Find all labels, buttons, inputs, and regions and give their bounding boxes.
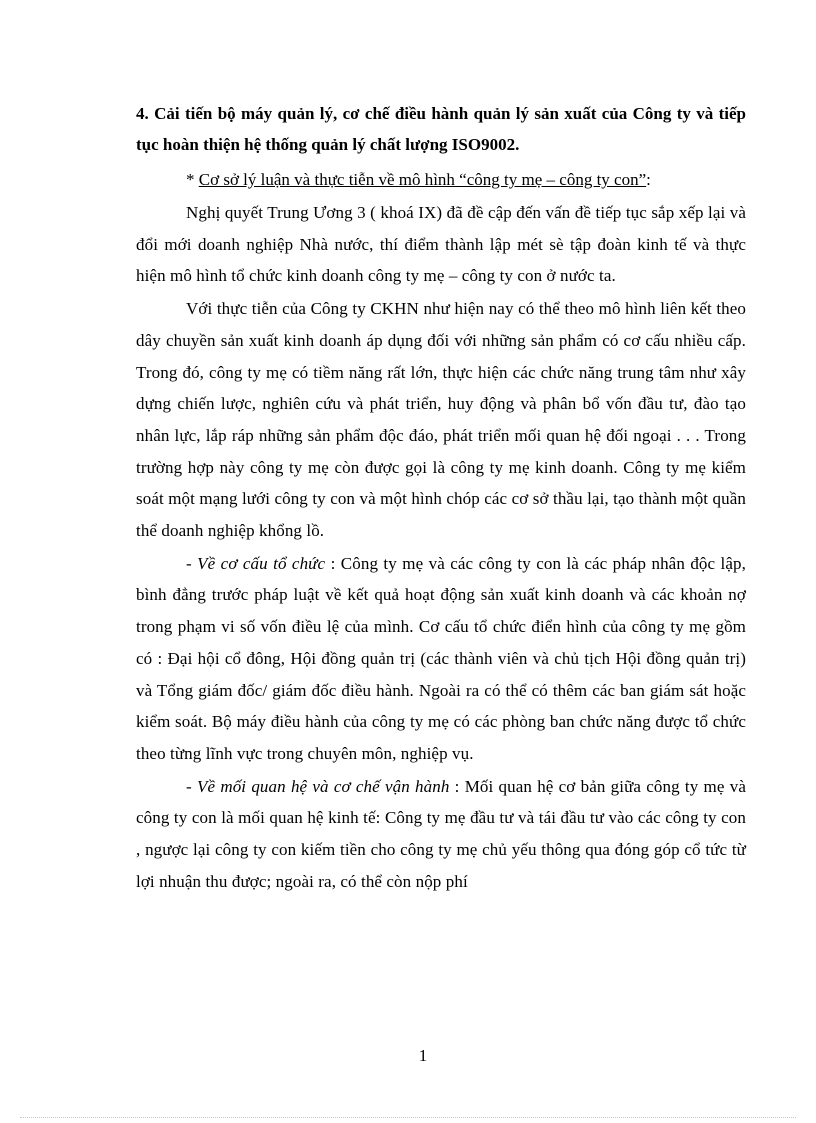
subsection-title xyxy=(136,164,746,195)
paragraph-structure-label: Về cơ cấu tổ chức xyxy=(197,553,326,573)
paragraph-structure-dash: - xyxy=(186,553,198,573)
page-content xyxy=(136,98,746,897)
paragraph-relation xyxy=(136,771,746,898)
paragraph-relation-text: : Mối quan hệ cơ bản giữa công ty mẹ và công ty con là mối quan hệ kinh tế: Công ty mẹ đầu tư và tái đầu tư vào các công ty con , ngược lại công ty con kiếm tiền cho công ty mẹ chủ yếu thông qua đóng góp cổ tức từ lợi nhuận thu được; ngoài ra, có thể còn nộp phí xyxy=(136,776,746,891)
page-bottom-border xyxy=(20,1117,796,1118)
paragraph-relation-dash: - xyxy=(186,776,197,796)
subsection-title-colon: : xyxy=(646,170,651,189)
subsection-title-text: Cơ sở lý luận và thực tiễn về mô hình “công ty mẹ – công ty con” xyxy=(198,170,647,189)
paragraph-relation-label: Về mối quan hệ và cơ chế vận hành xyxy=(196,776,450,796)
page-number: 1 xyxy=(418,1046,428,1065)
subsection-bullet: * xyxy=(186,170,199,189)
paragraph-practice: Với thực tiễn của Công ty CKHN như hiện nay có thể theo mô hình liên kết theo dây chuyền sản xuất kinh doanh áp dụng đối với những sản phẩm có cơ cấu nhiều cấp. Trong đó, công ty mẹ có tiềm năng rất lớn, thực hiện các chức năng trung tâm như xây dựng chiến lược, nghiên cứu và phát triển, huy động và phân bổ vốn đầu tư, đào tạo nhân lực, lắp ráp những sản phẩm độc đáo, phát triển mối quan hệ đối ngoại . . . Trong trường hợp này công ty mẹ còn được gọi là công ty mẹ kinh doanh. Công ty mẹ kiểm soát một mạng lưới công ty con và một hình chóp các cơ sở thầu lại, tạo thành một quần thể doanh nghiệp khổng lồ. xyxy=(136,299,746,541)
paragraph-structure xyxy=(136,548,746,770)
section-heading: 4. Cải tiến bộ máy quản lý, cơ chế điều hành quản lý sản xuất của Công ty và tiếp tục hoàn thiện hệ thống quản lý chất lượng ISO9002. xyxy=(136,104,746,154)
paragraph-structure-text: : Công ty mẹ và các công ty con là các pháp nhân độc lập, bình đẳng trước pháp luật về kết quả hoạt động sản xuất kinh doanh và các khoản nợ trong phạm vi số vốn điều lệ của mình. Cơ cấu tổ chức điển hình của công ty mẹ gồm có : Đại hội cổ đông, Hội đồng quản trị (các thành viên và chủ tịch Hội đồng quản trị) và Tổng giám đốc/ giám đốc điều hành. Ngoài ra có thể có thêm các ban giám sát hoặc kiểm soát. Bộ máy điều hành của công ty mẹ có các phòng ban chức năng được tổ chức theo từng lĩnh vực trong chuyên môn, nghiệp vụ. xyxy=(136,553,746,763)
paragraph-resolution: Nghị quyết Trung Ương 3 ( khoá IX) đã đề cập đến vấn đề tiếp tục sắp xếp lại và đổi mới doanh nghiệp Nhà nước, thí điểm thành lập mét sè tập đoàn kinh tế và thực hiện mô hình tổ chức kinh doanh công ty mẹ – công ty con ở nước ta. xyxy=(136,203,746,286)
